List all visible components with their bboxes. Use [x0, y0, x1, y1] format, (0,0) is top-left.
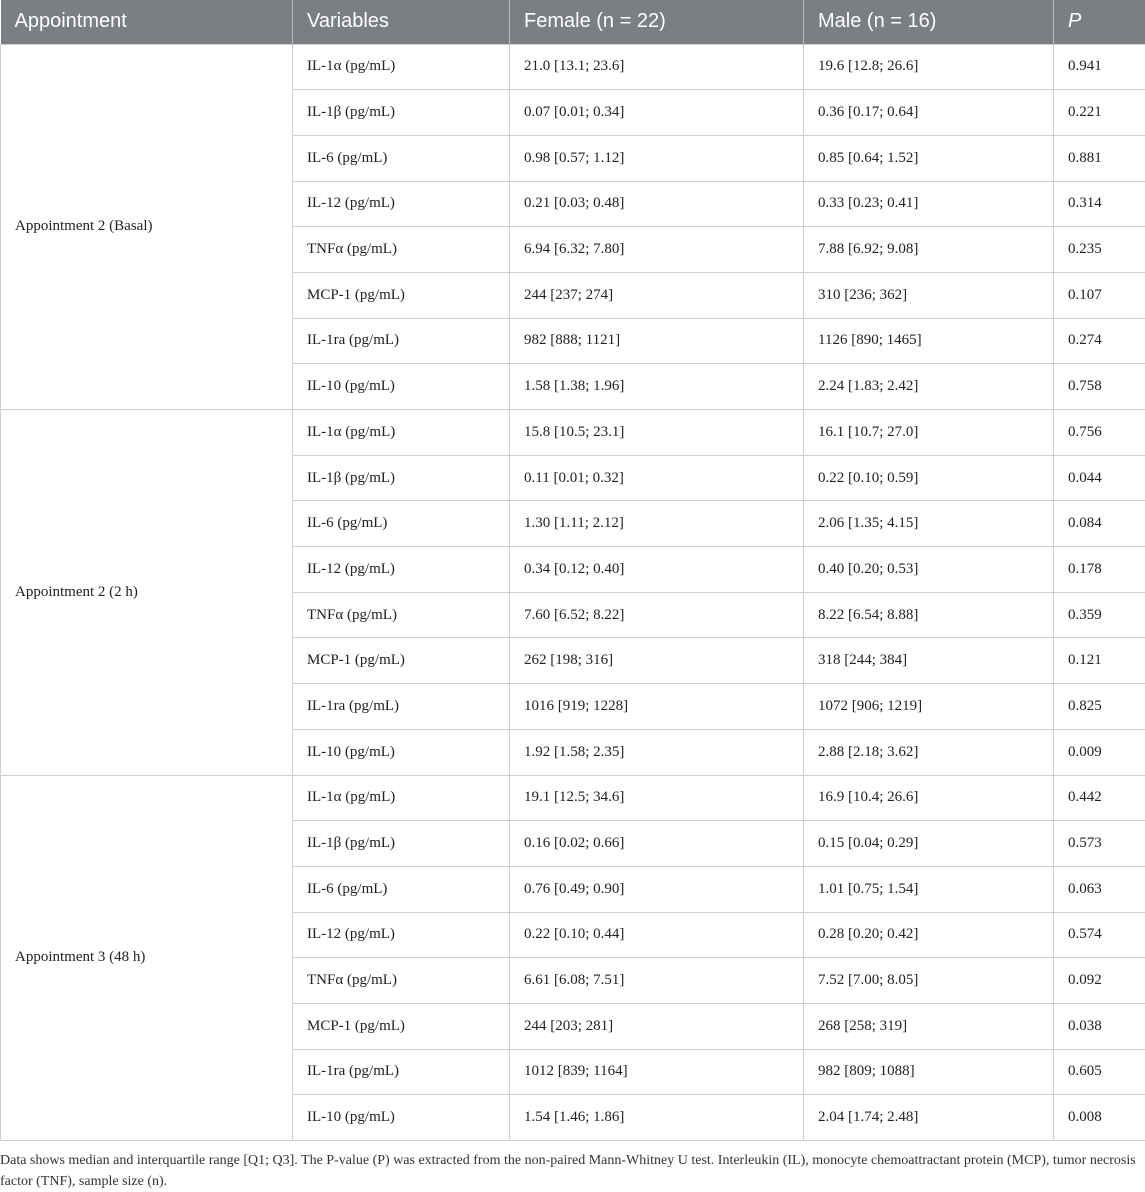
appointment-cell: Appointment 2 (Basal)	[1, 44, 293, 410]
variable-cell: MCP-1 (pg/mL)	[293, 1003, 510, 1049]
p-value-cell: 0.825	[1054, 684, 1145, 730]
female-value-cell: 19.1 [12.5; 34.6]	[510, 775, 804, 821]
male-value-cell: 1.01 [0.75; 1.54]	[804, 866, 1054, 912]
variable-cell: IL-6 (pg/mL)	[293, 501, 510, 547]
female-value-cell: 0.22 [0.10; 0.44]	[510, 912, 804, 958]
variable-cell: IL-1β (pg/mL)	[293, 821, 510, 867]
female-value-cell: 7.60 [6.52; 8.22]	[510, 592, 804, 638]
variable-cell: TNFα (pg/mL)	[293, 958, 510, 1004]
appointment-cell: Appointment 3 (48 h)	[1, 775, 293, 1141]
table-row	[1, 410, 1145, 456]
female-value-cell: 0.16 [0.02; 0.66]	[510, 821, 804, 867]
table-row	[1, 775, 1145, 821]
variable-cell: IL-12 (pg/mL)	[293, 547, 510, 593]
variable-cell: TNFα (pg/mL)	[293, 227, 510, 273]
p-value-cell: 0.941	[1054, 44, 1145, 90]
female-value-cell: 0.34 [0.12; 0.40]	[510, 547, 804, 593]
variable-cell: IL-1β (pg/mL)	[293, 455, 510, 501]
p-value-cell: 0.009	[1054, 729, 1145, 775]
male-value-cell: 318 [244; 384]	[804, 638, 1054, 684]
p-value-cell: 0.442	[1054, 775, 1145, 821]
female-value-cell: 0.07 [0.01; 0.34]	[510, 90, 804, 136]
male-value-cell: 0.28 [0.20; 0.42]	[804, 912, 1054, 958]
male-value-cell: 8.22 [6.54; 8.88]	[804, 592, 1054, 638]
variable-cell: IL-1ra (pg/mL)	[293, 318, 510, 364]
variable-cell: IL-1α (pg/mL)	[293, 775, 510, 821]
male-value-cell: 1126 [890; 1465]	[804, 318, 1054, 364]
male-value-cell: 16.1 [10.7; 27.0]	[804, 410, 1054, 456]
variable-cell: MCP-1 (pg/mL)	[293, 638, 510, 684]
female-value-cell: 15.8 [10.5; 23.1]	[510, 410, 804, 456]
p-value-cell: 0.038	[1054, 1003, 1145, 1049]
female-value-cell: 1.54 [1.46; 1.86]	[510, 1095, 804, 1141]
variable-cell: IL-1α (pg/mL)	[293, 44, 510, 90]
female-value-cell: 244 [203; 281]	[510, 1003, 804, 1049]
variable-cell: TNFα (pg/mL)	[293, 592, 510, 638]
male-value-cell: 2.24 [1.83; 2.42]	[804, 364, 1054, 410]
variable-cell: IL-10 (pg/mL)	[293, 364, 510, 410]
p-value-cell: 0.107	[1054, 272, 1145, 318]
header-row	[1, 0, 1145, 44]
female-value-cell: 21.0 [13.1; 23.6]	[510, 44, 804, 90]
header-variables: Variables	[293, 0, 510, 44]
male-value-cell: 310 [236; 362]	[804, 272, 1054, 318]
header-appointment: Appointment	[1, 0, 293, 44]
variable-cell: IL-12 (pg/mL)	[293, 912, 510, 958]
variable-cell: IL-10 (pg/mL)	[293, 1095, 510, 1141]
p-value-cell: 0.063	[1054, 866, 1145, 912]
variable-cell: IL-1ra (pg/mL)	[293, 684, 510, 730]
female-value-cell: 6.61 [6.08; 7.51]	[510, 958, 804, 1004]
p-value-cell: 0.274	[1054, 318, 1145, 364]
variable-cell: IL-6 (pg/mL)	[293, 866, 510, 912]
male-value-cell: 7.52 [7.00; 8.05]	[804, 958, 1054, 1004]
p-value-cell: 0.178	[1054, 547, 1145, 593]
p-value-cell: 0.092	[1054, 958, 1145, 1004]
female-value-cell: 1.30 [1.11; 2.12]	[510, 501, 804, 547]
table-footnote: Data shows median and interquartile range [Q1; Q3]. The P-value (P) was extracted from the non-paired Mann-Whitney U test. Interleukin (IL), monocyte chemoattractant protein (MCP), tumor necrosis factor (TNF), sample size (n).	[0, 1150, 1140, 1192]
female-value-cell: 1.92 [1.58; 2.35]	[510, 729, 804, 775]
male-value-cell: 0.85 [0.64; 1.52]	[804, 135, 1054, 181]
p-value-cell: 0.221	[1054, 90, 1145, 136]
male-value-cell: 982 [809; 1088]	[804, 1049, 1054, 1095]
p-value-cell: 0.758	[1054, 364, 1145, 410]
variable-cell: IL-1ra (pg/mL)	[293, 1049, 510, 1095]
variable-cell: IL-1α (pg/mL)	[293, 410, 510, 456]
male-value-cell: 0.40 [0.20; 0.53]	[804, 547, 1054, 593]
table-row	[1, 44, 1145, 90]
male-value-cell: 2.88 [2.18; 3.62]	[804, 729, 1054, 775]
p-value-cell: 0.573	[1054, 821, 1145, 867]
header-male: Male (n = 16)	[804, 0, 1054, 44]
female-value-cell: 0.98 [0.57; 1.12]	[510, 135, 804, 181]
female-value-cell: 1016 [919; 1228]	[510, 684, 804, 730]
variable-cell: IL-10 (pg/mL)	[293, 729, 510, 775]
female-value-cell: 244 [237; 274]	[510, 272, 804, 318]
male-value-cell: 0.33 [0.23; 0.41]	[804, 181, 1054, 227]
male-value-cell: 0.36 [0.17; 0.64]	[804, 90, 1054, 136]
table-body	[1, 44, 1145, 1141]
header-female: Female (n = 22)	[510, 0, 804, 44]
female-value-cell: 262 [198; 316]	[510, 638, 804, 684]
p-value-cell: 0.044	[1054, 455, 1145, 501]
female-value-cell: 0.76 [0.49; 0.90]	[510, 866, 804, 912]
appointment-cell: Appointment 2 (2 h)	[1, 410, 293, 776]
variable-cell: IL-6 (pg/mL)	[293, 135, 510, 181]
male-value-cell: 2.04 [1.74; 2.48]	[804, 1095, 1054, 1141]
p-value-cell: 0.008	[1054, 1095, 1145, 1141]
male-value-cell: 16.9 [10.4; 26.6]	[804, 775, 1054, 821]
female-value-cell: 0.11 [0.01; 0.32]	[510, 455, 804, 501]
female-value-cell: 6.94 [6.32; 7.80]	[510, 227, 804, 273]
p-value-cell: 0.574	[1054, 912, 1145, 958]
male-value-cell: 2.06 [1.35; 4.15]	[804, 501, 1054, 547]
variable-cell: MCP-1 (pg/mL)	[293, 272, 510, 318]
male-value-cell: 0.15 [0.04; 0.29]	[804, 821, 1054, 867]
female-value-cell: 1.58 [1.38; 1.96]	[510, 364, 804, 410]
p-value-cell: 0.881	[1054, 135, 1145, 181]
p-value-cell: 0.359	[1054, 592, 1145, 638]
p-value-cell: 0.605	[1054, 1049, 1145, 1095]
p-value-cell: 0.121	[1054, 638, 1145, 684]
male-value-cell: 0.22 [0.10; 0.59]	[804, 455, 1054, 501]
female-value-cell: 982 [888; 1121]	[510, 318, 804, 364]
male-value-cell: 268 [258; 319]	[804, 1003, 1054, 1049]
male-value-cell: 1072 [906; 1219]	[804, 684, 1054, 730]
p-value-cell: 0.235	[1054, 227, 1145, 273]
p-value-cell: 0.756	[1054, 410, 1145, 456]
p-value-cell: 0.084	[1054, 501, 1145, 547]
male-value-cell: 19.6 [12.8; 26.6]	[804, 44, 1054, 90]
female-value-cell: 0.21 [0.03; 0.48]	[510, 181, 804, 227]
variable-cell: IL-1β (pg/mL)	[293, 90, 510, 136]
variable-cell: IL-12 (pg/mL)	[293, 181, 510, 227]
header-p-value: P	[1054, 0, 1145, 44]
male-value-cell: 7.88 [6.92; 9.08]	[804, 227, 1054, 273]
p-value-cell: 0.314	[1054, 181, 1145, 227]
female-value-cell: 1012 [839; 1164]	[510, 1049, 804, 1095]
